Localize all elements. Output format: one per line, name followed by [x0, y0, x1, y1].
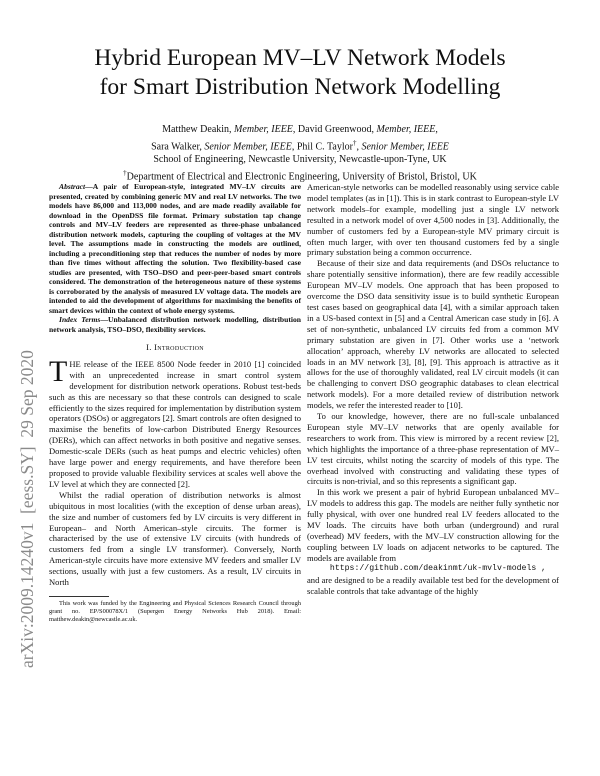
right-paragraph-3: To our knowledge, however, there are no full-scale unbalanced European style MV–LV networks that are openly available for researchers to work from. This view is mirrored by a recent review [2], which highlights the importance of a three-phase representation of MV–LV test circuits, whilst noting the scarcity of models of this type. The overhead involved with constructing and validating these types of circuits is non-trivial, and so this represents a significant gap.	[307, 411, 559, 487]
section-heading-introduction: I. Introduction	[146, 342, 204, 352]
arxiv-stamp-text: arXiv:2009.14240v1 [eess.SY] 29 Sep 2020	[17, 350, 37, 668]
affiliation-1: School of Engineering, Newcastle University, Newcastle-upon-Tyne, UK	[153, 153, 447, 165]
right-paragraph-2: Because of their size and data requirements (and DSOs reluctance to share potentially sensitive information), there are few readily accessible European MV–LV models. One approach that has been proposed to overcome the DSO data sensitivity issue is to build synthetic European test cases based on geographical data [4], with a similar approach taken in a US-based context in [5] and a Central American case study in [6]. A set of non-synthetic, unbalanced LV circuits fed from a common MV primary substation are given in [7]. Other works use a ‘network allocation’ approach, whereby LV networks are allocated to selected loads in an MV network [3], [8], [9]. This approach is attractive as it allows for the use of thoroughly validated, real LV circuit models (it can be challenging to convert DSO geographic databases to clean electrical network models). For a more detailed review of distribution network models, we refer the interested reader to [10].	[307, 258, 559, 411]
paper-title	[60, 44, 540, 102]
right-paragraph-1: American-style networks can be modelled reasonably using service cable model templates (as in [1]). This is in stark contrast to European-style LV network models–for example, modelling just a single LV network resulted in a network model of over 4,500 nodes in [3]. Additionally, the number of customers fed by a European-style MV primary circuit is often much larger, with over ten thousand customers fed by a single primary substation being a common occurrence.	[307, 182, 559, 258]
footnote: This work was funded by the Engineering and Physical Sciences Research Council through grant no. EP/S00078X/1 (Supergen Energy Networks Hub 2018). Email: matthew.deakin@newcastle.ac.uk.	[49, 599, 301, 623]
intro-paragraph-1: THE release of the IEEE 8500 Node feeder in 2010 [1] coincided with an unprecedented increase in smart control system development for distribution network operations. Robust test-beds such as this are necessary so that these controls can designed to scale efficiently to the sizes required for implementation by distribution system operators (DSOs) or aggregators [2]. Smart controls are often designed to maximise the benefits of low-carbon Distributed Energy Resources (DERs), which can affect networks in both positive and negative senses. Domestic-scale DERs (such as heat pumps and electric vehicles) often have large power and energy requirements, and have therefore been proposed to provide valuable flexibility services at scales well above the LV level at which they are connected [2].	[49, 354, 301, 489]
footnote-rule	[49, 596, 109, 597]
right-paragraph-4: In this work we present a pair of hybrid European unbalanced MV–LV models to address this gap. The models are neither fully synthetic nor fully physical, with over one hundred real LV feeders allocated to the MV loads. The circuits have both urban (underground) and rural (overhead) MV feeders, with the MV–LV construction allowing for the coupling between LV loads on adjacent networks to be captured. The models are available from	[307, 487, 559, 563]
intro-paragraph-2: Whilst the radial operation of distribution networks is almost ubiquitous in most localities (with the exception of dense urban areas), the size and number of customers fed by LV circuits is very different in European– and North American–style circuits. The former is characterised by the use of extensive LV circuits (with hundreds of customers fed from a single LV transformer). Conversely, North American-style circuits have more extensive MV feeders and smaller LV sections, usually with just a few customers. As a result, LV circuits in North	[49, 489, 301, 588]
title-line-1: Hybrid European MV–LV Network Models	[94, 45, 506, 71]
affiliation-2: †Department of Electrical and Electronic Engineering, University of Bristol, Bristol, UK	[123, 168, 477, 183]
author-block	[60, 124, 540, 184]
left-column	[49, 182, 301, 624]
author-line-2: Sara Walker, Senior Member, IEEE, Phil C. Taylor†, Senior Member, IEEE	[151, 138, 449, 153]
author-line-1: Matthew Deakin, Member, IEEE, David Greenwood, Member, IEEE,	[162, 124, 438, 135]
right-column	[307, 182, 559, 596]
repository-url: https://github.com/deakinmt/uk-mvlv-models ,	[329, 563, 547, 573]
index-terms: Index Terms—Unbalanced distribution network modelling, distribution network analysis, TSO–DSO, flexibility services.	[49, 315, 302, 334]
title-line-2: for Smart Distribution Network Modelling	[99, 74, 501, 100]
right-paragraph-5: and are designed to be a readily available test bed for the development of scalable controls that take advantage of the highly	[307, 574, 559, 596]
abstract: Abstract—A pair of European-style, integrated MV–LV circuits are presented, created by combining generic MV and real LV networks. The two models have 86,000 and 113,000 nodes, and are made readily available for download in the OpenDSS file format. Primary substation tap change controls and MV–LV feeders are represented as three-phase unbalanced distribution network models, capturing the coupling of voltages at the MV level. The assumptions made in constructing the models are outlined, including a preconditioning step that reduces the number of nodes by more than five times without affecting the solution. Two flexibility-based case studies are presented, with TSO–DSO and peer-peer-based smart controls considered. The demonstration of the heterogeneous nature of these systems is corroborated by the analysis of measured LV voltage data. The models are intended to aid the development of algorithms for maximising the benefits of smart devices within the context of whole energy systems.	[49, 182, 301, 315]
arxiv-stamp	[0, 0, 40, 776]
dropcap: T	[49, 354, 68, 388]
